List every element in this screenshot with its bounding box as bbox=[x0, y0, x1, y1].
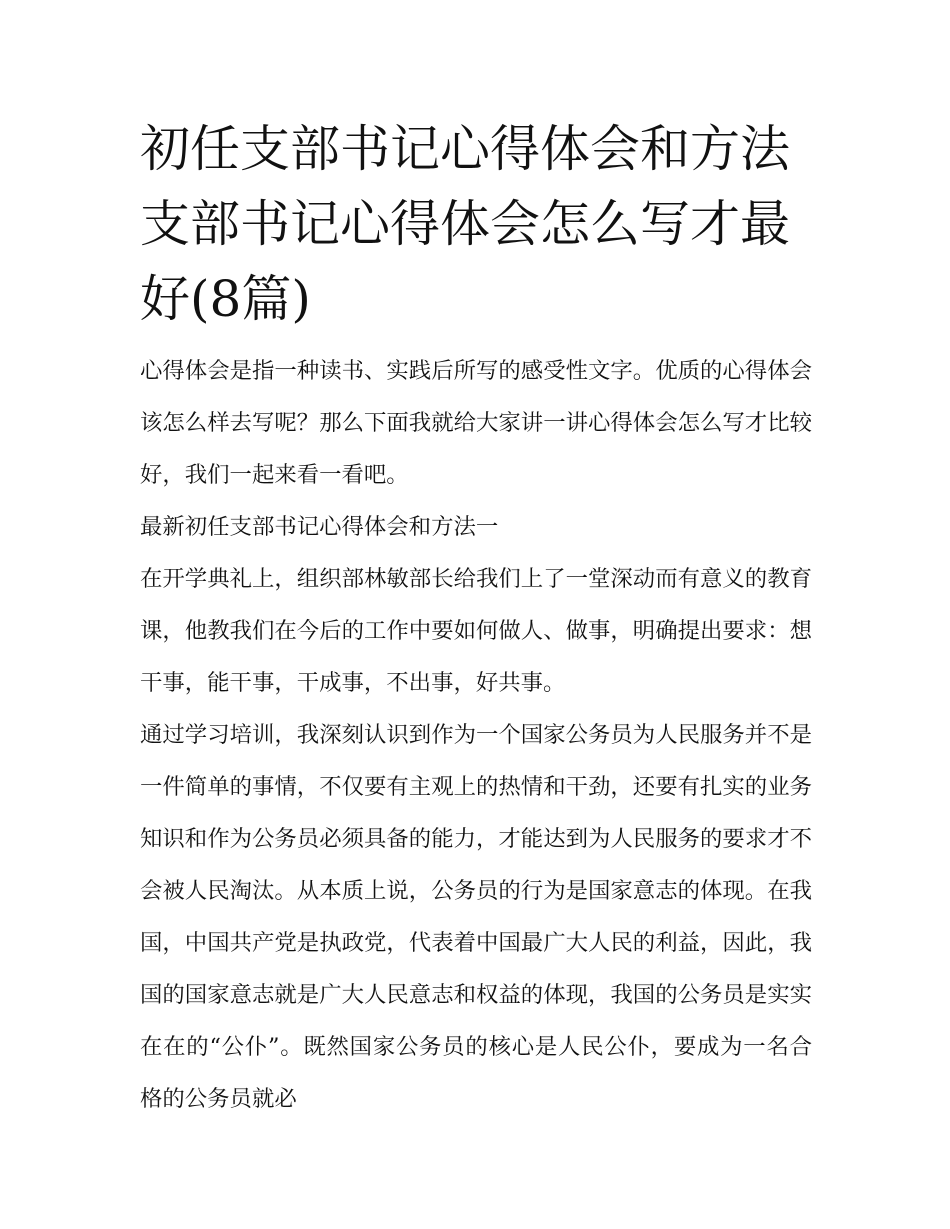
section-heading: 最新初任支部书记心得体会和方法一 bbox=[140, 514, 499, 540]
body-paragraph: 通过学习培训，我深刻认识到作为一个国家公务员为人民服务并不是一件简单的事情，不仅要有主观上的热情和干劲，还要有扎实的业务知识和作为公务员必须具备的能力，才能达到为人民服务的要求才不会被人民淘汰。从本质上说，公务员的行为是国家意志的体现。在我国，中国共产党是执政党，代表着中国最广大人民的利益，因此，我国的国家意志就是广大人民意志和权益的体现，我国的公务员是实实在在的“公仆”。既然国家公务员的核心是人民公仆，要成为一名合格的公务员就必 bbox=[140, 722, 812, 1112]
body-paragraph: 在开学典礼上，组织部林敏部长给我们上了一堂深动而有意义的教育课，他教我们在今后的工作中要如何做人、做事，明确提出要求：想干事，能干事，干成事，不出事，好共事。 bbox=[140, 566, 812, 696]
document-title: 初任支部书记心得体会和方法支部书记心得体会怎么写才最好(8篇) bbox=[140, 120, 790, 328]
intro-paragraph: 心得体会是指一种读书、实践后所写的感受性文字。优质的心得体会该怎么样去写呢？那么下面我就给大家讲一讲心得体会怎么写才比较好，我们一起来看一看吧。 bbox=[140, 358, 812, 488]
document-body bbox=[140, 112, 812, 1125]
